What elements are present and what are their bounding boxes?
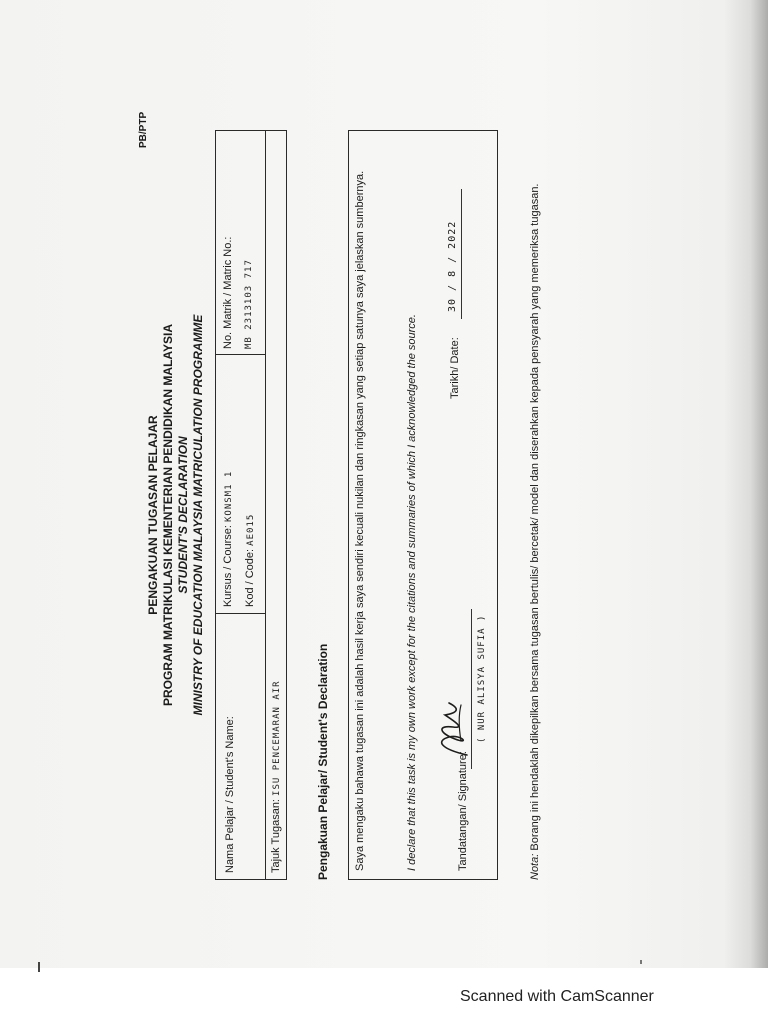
form-programme-english: MINISTRY OF EDUCATION MALAYSIA MATRICULATION PROGRAMME (191, 314, 205, 716)
form-title-english: STUDENT'S DECLARATION (176, 436, 190, 594)
signer-name: ( NUR ALISYA SUFIA ) (477, 614, 487, 743)
declaration-statement-english: I declare that this task is my own work except for the citations and summaries of which I acknowledged the source. (406, 314, 418, 871)
signature-label: Tandatangan/ Signature: (457, 751, 469, 871)
declaration-heading: Pengakuan Pelajar/ Student's Declaration (316, 643, 330, 880)
code-label: Kod / Code: (244, 548, 256, 607)
declaration-form (130, 111, 600, 900)
student-info-table (215, 130, 287, 880)
signature-line (471, 609, 472, 769)
matric-value: MB 2313103 717 (244, 259, 254, 349)
page-edge-mark (38, 962, 40, 972)
form-reference-code: PB/PTP (138, 111, 149, 148)
page-edge-mark (640, 960, 642, 964)
code-value: AE015 (246, 513, 256, 546)
date-label: Tarikh/ Date: (449, 337, 461, 399)
course-label: Kursus / Course: (222, 525, 234, 607)
declaration-statement-malay: Saya mengaku bahawa tugasan ini adalah hasil kerja saya sendiri kecuali nukilan dan ringkasan yang setiap satunya saya jelaskan sumbernya. (354, 170, 366, 871)
form-title: PENGAKUAN TUGASAN PELAJAR (146, 415, 160, 615)
assignment-title-label: Tajuk Tugasan: (270, 799, 282, 873)
camscanner-watermark: Scanned with CamScanner (460, 988, 654, 1005)
assignment-title-field (270, 680, 282, 873)
date-value: 30 / 8 / 2022 (447, 220, 458, 312)
note-label: Nota: (529, 853, 541, 880)
matric-label: No. Matrik / Matric No.: (222, 236, 234, 349)
table-divider (216, 613, 265, 614)
handwritten-signature (431, 699, 475, 759)
table-divider (216, 354, 265, 355)
note-text: Borang ini hendaklah dikepilkan bersama tugasan bertulis/ bercetak/ model dan diserahkan kepada pensyarah yang memeriksa tugasan. (529, 183, 541, 851)
student-name-label: Nama Pelajar / Student's Name: (224, 716, 236, 873)
form-programme: PROGRAM MATRIKULASI KEMENTERIAN PENDIDIKAN MALAYSIA (161, 324, 175, 707)
code-field (244, 514, 256, 607)
assignment-title-value: ISU PENCEMARAN AIR (272, 680, 282, 796)
page-edge-shadow (724, 0, 768, 968)
course-field (222, 471, 234, 607)
date-line (461, 189, 462, 319)
form-note (528, 140, 542, 880)
declaration-box (348, 130, 498, 880)
course-value: KONSM1 1 (224, 470, 234, 523)
